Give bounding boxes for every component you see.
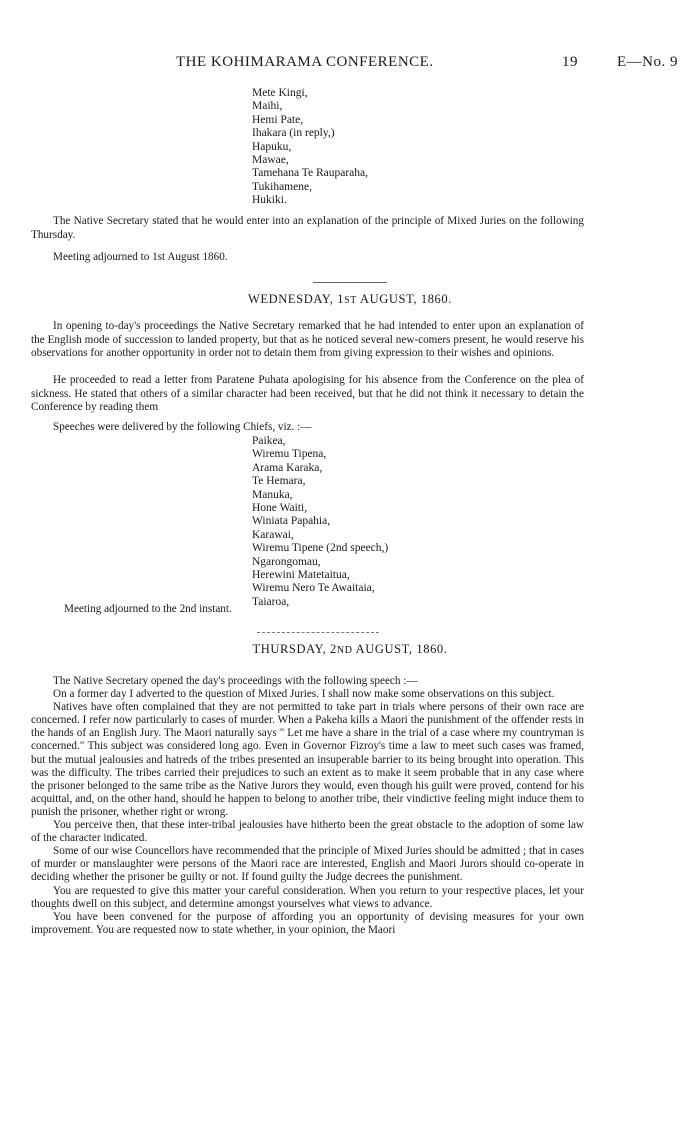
section-heading-wednesday: WEDNESDAY, 1ST AUGUST, 1860. <box>248 292 452 306</box>
list-item: Ihakara (in reply,) <box>252 127 335 140</box>
list-item: Herewini Matetaitua, <box>252 569 350 582</box>
list-item: Wiremu Tipene (2nd speech,) <box>252 542 389 555</box>
adjournment-note: Meeting adjourned to 1st August 1860. <box>53 251 228 263</box>
list-item: Wiremu Tipena, <box>252 448 327 461</box>
list-item: Arama Karaka, <box>252 461 323 474</box>
list-item: Hukiki. <box>252 194 287 207</box>
list-item: Karawai, <box>252 528 294 541</box>
speech-paragraph: On a former day I adverted to the question of Mixed Juries. I shall now make some observations on this subject. <box>53 688 555 701</box>
list-item: Manuka, <box>252 488 293 501</box>
header-title: THE KOHIMARAMA CONFERENCE. <box>176 54 434 70</box>
list-item: Ngarongomau, <box>252 555 321 568</box>
section-divider <box>313 282 387 283</box>
intro-paragraph: The Native Secretary stated that he would enter into an explanation of the principle of Mixed Juries on the following Thursday. <box>31 215 584 241</box>
list-item: Hemi Pate, <box>252 113 304 126</box>
list-item: Mete Kingi, <box>252 87 308 99</box>
list-item: Tukihamene, <box>252 180 312 193</box>
list-item: Mawae, <box>252 154 289 167</box>
list-item: Te Hemara, <box>252 475 306 488</box>
page-number: 19 <box>562 54 578 70</box>
speech-paragraph: You perceive then, that these inter-tribal jealousies have hitherto been the great obstacle to the adoption of some law of the character indicated. <box>31 819 584 845</box>
speech-paragraph: You have been convened for the purpose of affording you an opportunity of devising measures for your own improvement. You are requested now to state whether, in your opinion, the Maori <box>31 910 584 936</box>
list-item: Wiremu Nero Te Awaitaia, <box>252 582 375 595</box>
document-reference: E—No. 9 <box>617 54 678 70</box>
list-item: Hone Waiti, <box>252 502 308 515</box>
section-divider <box>257 632 379 633</box>
wednesday-opening-paragraph: In opening to-day's proceedings the Native Secretary remarked that he had intended to enter upon an explanation of the English mode of succession to landed property, but that as he noticed several new-comers present, he would reserve his observations for another opportunity in order not to detain them from giving expression to their wishes and opinions. <box>31 320 584 359</box>
speaker-list-wednesday <box>252 435 388 609</box>
adjournment-note: Meeting adjourned to the 2nd instant. <box>64 603 232 615</box>
list-item: Paikea, <box>252 435 286 447</box>
speech-paragraph: Some of our wise Councellors have recommended that the principle of Mixed Juries should be admitted ; that in cases of murder or manslaughter were persons of the Maori race are interested, English and Maori Jurors should co-operate in deciding whether the prisoner be guilty or not. If found guilty the Judge decrees the punishment. <box>31 845 584 884</box>
wednesday-letter-paragraph: He proceeded to read a letter from Paratene Puhata apologising for his absence from the Conference on the plea of sickness. He stated that others of a similar character had been received, but that he did not think it necessary to detain the Conference by reading them <box>31 374 584 413</box>
list-item: Hapuku, <box>252 140 292 153</box>
section-heading-thursday: THURSDAY, 2ND AUGUST, 1860. <box>252 642 448 656</box>
thursday-speech <box>31 675 584 937</box>
speech-paragraph: Natives have often complained that they are not permitted to take part in trials where persons of their own race are concerned. I refer now particularly to cases of murder. When a Pakeha kills a Maori the punishment of the offender rests in the hands of an English Jury. The Maori naturally says " Let me have a share in the trial of a case where my countryman is concerned." This subject was considered long ago. Even in Governor Fizroy's time a law to meet such cases was framed, but the mutual jealousies and hatreds of the tribes presented an insuperable barrier to its being brought into operation. This was the difficulty. The tribes carried their prejudices to such an extent as to make it seem probable that in any case where the prisoner belonged to the same tribe as the Native Jurors they would, even though his guilt were proved, contend for his acquittal, and, on the other hand, should he happen to belong to another tribe, their vindictive feeling might induce them to punish the prisoner, whether right or wrong. <box>31 701 584 818</box>
speech-paragraph: The Native Secretary opened the day's proceedings with the following speech :— <box>53 675 418 687</box>
list-item: Maihi, <box>252 100 283 113</box>
speech-paragraph: You are requested to give this matter your careful consideration. When you return to your respective places, let your thoughts dwell on this subject, and determine amongst yourselves what views to advance. <box>31 884 584 910</box>
list-item: Taiaroa, <box>252 595 290 608</box>
speaker-list-continued <box>252 87 368 208</box>
list-item: Winiata Papahia, <box>252 515 331 528</box>
list-item: Tamehana Te Rauparaha, <box>252 167 368 180</box>
speeches-intro: Speeches were delivered by the following Chiefs, viz. :— <box>53 421 312 433</box>
running-header <box>0 54 700 74</box>
